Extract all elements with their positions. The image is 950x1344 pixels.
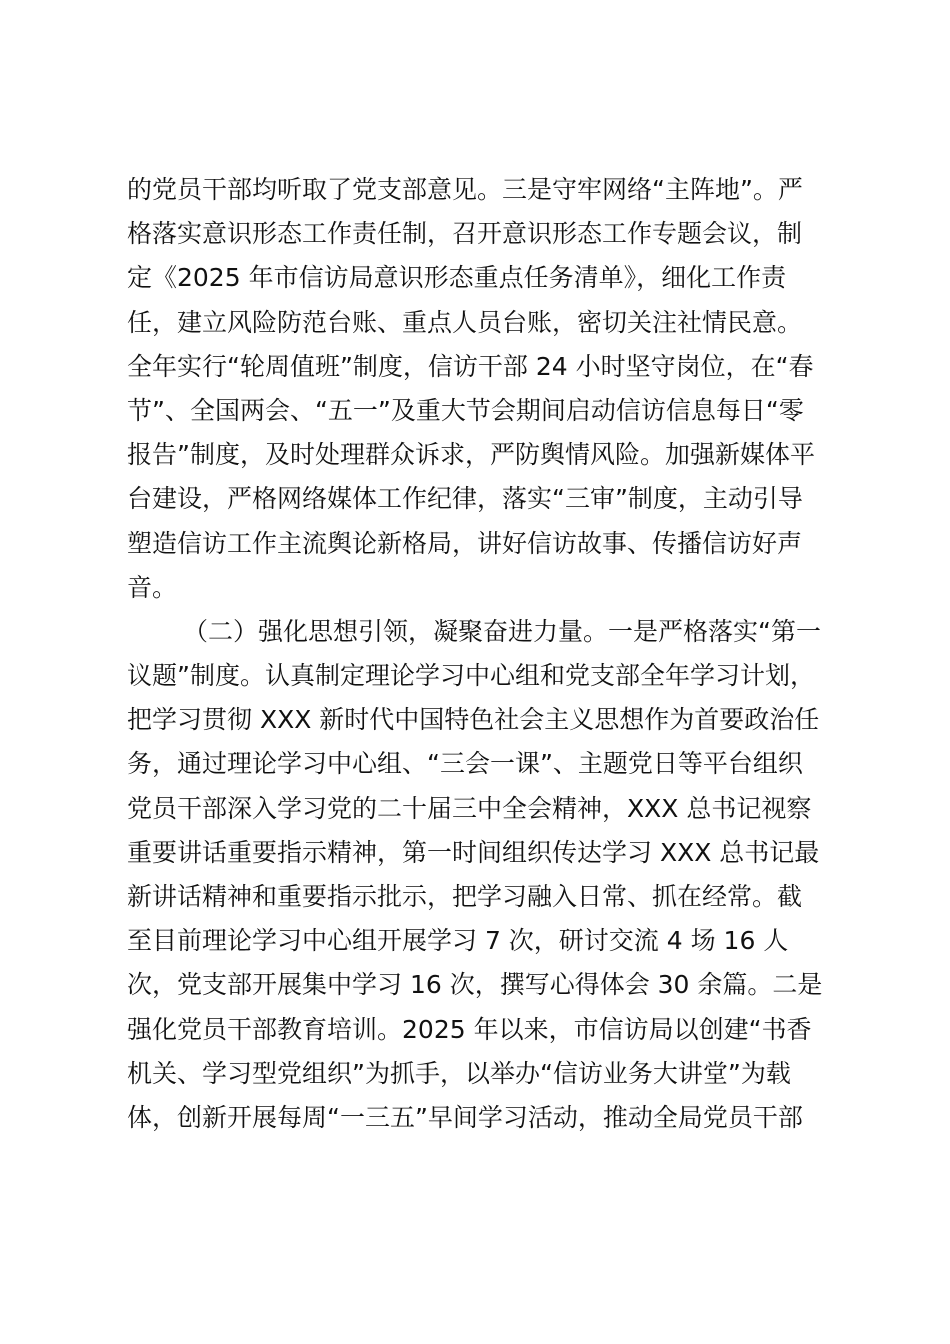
text-line: 任，建立风险防范台账、重点人员台账，密切关注社情民意。 <box>127 307 803 337</box>
text-line: 定《2025 年市信访局意识形态重点任务清单》，细化工作责 <box>127 263 787 293</box>
text-line: 的党员干部均听取了党支部意见。三是守牢网络“主阵地”。严 <box>127 175 803 204</box>
text-line: 节”、全国两会、“五一”及重大节会期间启动信访信息每日“零 <box>127 395 804 425</box>
body-text <box>127 168 832 1140</box>
text-line: 新讲话精神和重要指示批示，把学习融入日常、抓在经常。截 <box>127 882 803 911</box>
text-line: 至目前理论学习中心组开展学习 7 次，研讨交流 4 场 16 人 <box>127 926 789 956</box>
text-line: 塑造信访工作主流舆论新格局，讲好信访故事、传播信访好声 <box>127 528 803 558</box>
text-line: 报告”制度，及时处理群众诉求，严防舆情风险。加强新媒体平 <box>127 440 815 470</box>
text-line: 务，通过理论学习中心组、“三会一课”、主题党日等平台组织 <box>127 749 803 779</box>
text-line: 重要讲话重要指示精神，第一时间组织传达学习 XXX 总书记最 <box>127 837 820 867</box>
section-heading-line: （二）强化思想引领，凝聚奋进力量。一是严格落实“第一 <box>183 616 821 646</box>
text-line: 体，创新开展每周“一三五”早间学习活动，推动全局党员干部 <box>127 1102 803 1132</box>
text-line: 机关、学习型党组织”为抓手，以举办“信访业务大讲堂”为载 <box>127 1058 791 1088</box>
text-line: 全年实行“轮周值班”制度，信访干部 24 小时坚守岗位，在“春 <box>127 351 814 381</box>
text-line: 格落实意识形态工作责任制，召开意识形态工作专题会议，制 <box>127 219 803 249</box>
text-line: 议题”制度。认真制定理论学习中心组和党支部全年学习计划， <box>127 661 815 691</box>
text-line: 把学习贯彻 XXX 新时代中国特色社会主义思想作为首要政治任 <box>127 705 820 735</box>
text-line: 台建设，严格网络媒体工作纪律，落实“三审”制度，主动引导 <box>127 484 803 514</box>
text-line: 强化党员干部教育培训。2025 年以来，市信访局以创建“书香 <box>127 1014 812 1044</box>
text-line: 音。 <box>127 572 178 602</box>
text-line: 党员干部深入学习党的二十届三中全会精神，XXX 总书记视察 <box>127 793 812 823</box>
text-line: 次，党支部开展集中学习 16 次，撰写心得体会 30 余篇。二是 <box>127 970 823 1000</box>
